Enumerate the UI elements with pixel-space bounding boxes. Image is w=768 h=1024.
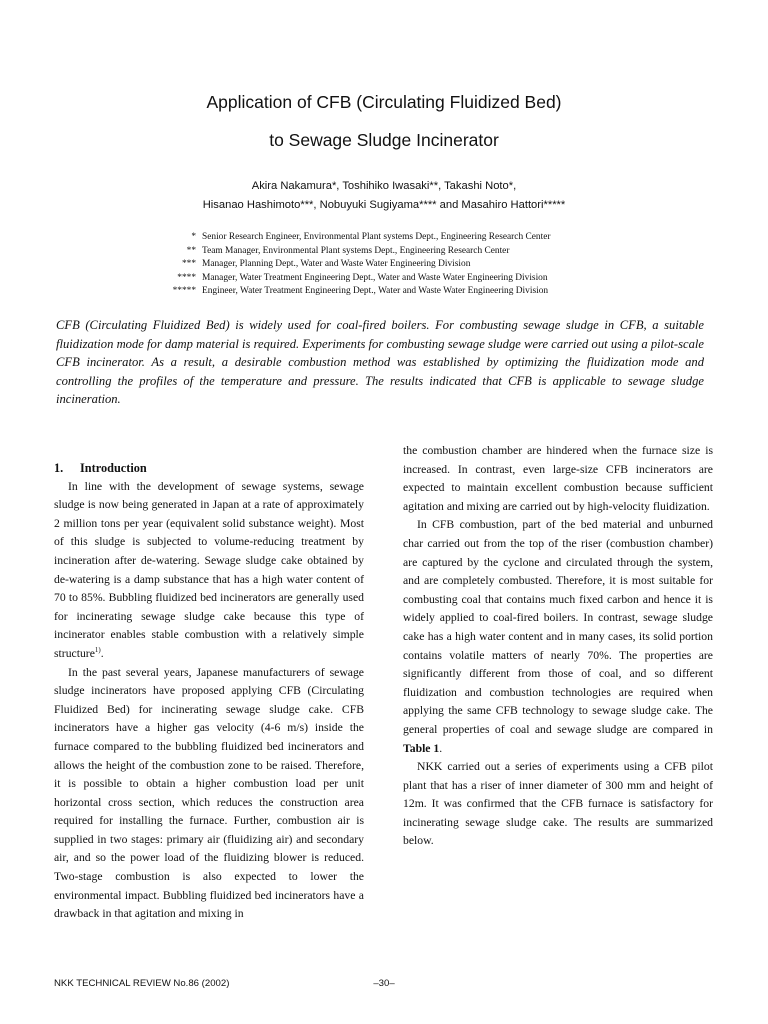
table-ref: Table 1 xyxy=(403,741,440,755)
affiliation-mark: ** xyxy=(186,245,196,256)
right-column xyxy=(403,442,713,851)
paper-title-line-1: Application of CFB (Circulating Fluidized Bed) xyxy=(206,92,562,112)
authors-line-2: Hisanao Hashimoto***, Nobuyuki Sugiyama**** and Masahiro Hattori***** xyxy=(202,199,566,211)
affiliation-mark: ***** xyxy=(172,286,196,297)
affiliation-mark: *** xyxy=(181,259,196,270)
paragraph-4: NKK carried out a series of experiments using a CFB pilot plant that has a riser of inner diameter of 300 mm and height of 12m. It was confirmed that the CFB furnace is satisfactory for incinerating sewage sludge cake. The results are summarized below. xyxy=(403,760,713,848)
section-heading xyxy=(54,459,364,478)
paper-title-line-2: to Sewage Sludge Incinerator xyxy=(269,130,499,150)
citation-ref: 1) xyxy=(94,646,101,655)
authors-line-1: Akira Nakamura*, Toshihiko Iwasaki**, Takashi Noto*, xyxy=(251,180,517,192)
paragraph-1-text: In line with the development of sewage systems, sewage sludge is now being generated in Japan at a rate of approximately 2 million tons per year (equivalent solid substance weight). Most of this sludge is subjected to volume-reducing treatment by incineration after de-watering. Sewage sludge cake obtained by de-watering is a damp substance that has a high water content of 70 to 85%. Bubbling fluidized bed incinerators are generally used for incinerating sewage sludge cake because this type of incinerator enables stable combustion with a relatively simple structure xyxy=(54,479,364,660)
affiliation-item xyxy=(160,258,630,272)
abstract: CFB (Circulating Fluidized Bed) is widely used for coal-fired boilers. For combusting sewage sludge in CFB, a suitable fluidization mode for damp material is required. Experiments for combusting sewage sludge were carried out using a pilot-scale CFB incinerator. As a result, a desirable combustion method was established by optimizing the fluidization mode and controlling the profiles of the temperature and pressure. The results indicated that CFB is applicable to sewage sludge incineration. xyxy=(56,318,704,407)
affiliation-text: Engineer, Water Treatment Engineering Dept., Water and Waste Water Engineering Division xyxy=(202,286,549,297)
affiliation-item xyxy=(160,231,630,245)
affiliation-text: Manager, Water Treatment Engineering Dept., Water and Waste Water Engineering Division xyxy=(202,272,548,283)
paragraph-1 xyxy=(54,478,364,664)
section-title: Introduction xyxy=(80,461,147,475)
journal-footer: NKK TECHNICAL REVIEW No.86 (2002) xyxy=(54,978,230,989)
paragraph-3 xyxy=(403,516,713,758)
section-number: 1. xyxy=(54,461,64,475)
affiliation-mark: **** xyxy=(177,272,196,283)
affiliation-text: Manager, Planning Dept., Water and Waste Water Engineering Division xyxy=(202,259,471,270)
page-number: –30– xyxy=(373,978,395,989)
left-column xyxy=(54,459,364,924)
affiliation-text: Senior Research Engineer, Environmental Plant systems Dept., Engineering Research Center xyxy=(202,232,551,242)
paragraph-3-end: . xyxy=(439,741,443,755)
affiliation-item xyxy=(160,272,630,286)
affiliation-mark: * xyxy=(191,232,196,242)
paragraph-1-end: . xyxy=(100,646,104,660)
affiliation-item xyxy=(160,285,630,299)
affiliation-text: Team Manager, Environmental Plant systems Dept., Engineering Research Center xyxy=(202,245,510,256)
paragraph-3-text: In CFB combustion, part of the bed material and unburned char carried out from the top of the riser (combustion chamber) are captured by the cyclone and circulated through the system, and are completely combusted. Therefore, it is most suitable for combusting coal that contains much fixed carbon and hence it is widely applied to coal-fired boilers. In contrast, sewage sludge cake has a high water content and in many cases, its solid portion contains volatile matters of nearly 70%. The properties are significantly different from those of coal, and so different fluidization and combustion technologies are required when applying the same CFB technology to sewage sludge cake. The general properties of coal and sewage sludge are compared in xyxy=(403,518,713,736)
affiliation-item xyxy=(160,245,630,259)
paragraph-2-part-b: the combustion chamber are hindered when the furnace size is increased. In contrast, even large-size CFB incinerators are expected to maintain excellent combustion because sufficient agitation and mixing are carried out by high-velocity fluidization. xyxy=(403,444,713,513)
affiliations-list xyxy=(160,231,630,299)
paragraph-2-part-a: In the past several years, Japanese manufacturers of sewage sludge incinerators have proposed applying CFB (Circulating Fluidized Bed) for incinerating sewage sludge cake. CFB incinerators have a higher gas velocity (4-6 m/s) inside the furnace compared to the bubbling fluidized bed incinerators and allows the height of the combustion zone to be raised. Therefore, it is possible to obtain a higher combustion load per unit horizontal cross section, which reduces the construction area required for installing the furnace. Further, combustion air is supplied in two stages: primary air (fluidizing air) and secondary air, and so the power load of the fluidizing blower is reduced. Two-stage combustion is also expected to lower the environmental impact. Bubbling fluidized bed incinerators have a drawback in that agitation and mixing in xyxy=(54,665,364,921)
